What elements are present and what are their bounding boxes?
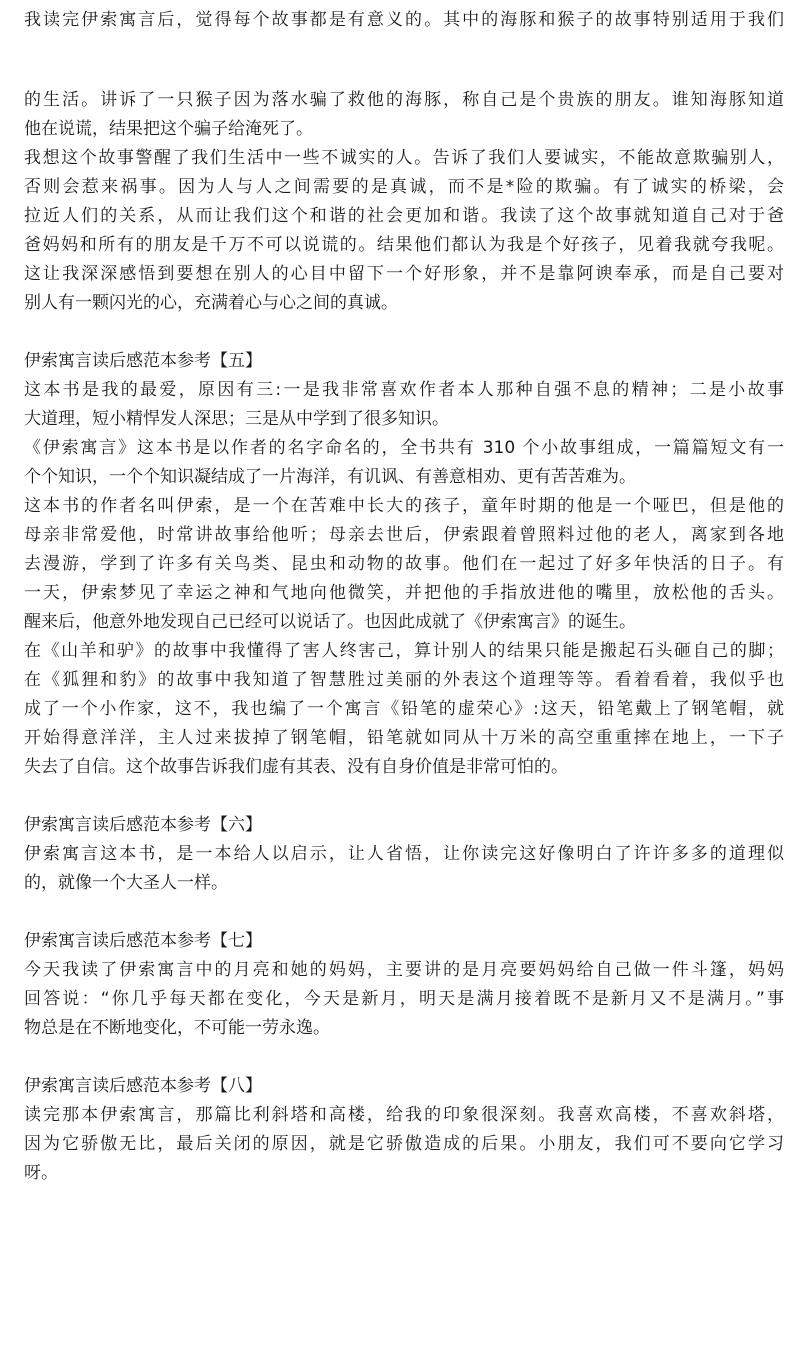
text-line: 今天我读了伊索寓言中的月亮和她的妈妈，主要讲的是月亮要妈妈给自己做一件斗篷，妈妈: [24, 960, 784, 980]
text-line: 去漫游，学到了许多有关鸟类、昆虫和动物的故事。他们在一起过了好多年快活的日子。有: [24, 554, 784, 574]
paragraph: [24, 376, 784, 434]
text-line: 的生活。讲诉了一只猴子因为落水骗了救他的海豚，称自己是个贵族的朋友。谁知海豚知道: [24, 90, 784, 110]
paragraph-spacer: [24, 782, 784, 811]
text-line: 的，就像一个大圣人一样。: [24, 873, 228, 893]
text-line: 在《狐狸和豹》的故事中我知道了智慧胜过美丽的外表这个道理等等。看着看着，我似乎也: [24, 670, 784, 690]
text-line: 伊索寓言这本书，是一本给人以启示，让人省悟，让你读完这好像明白了许许多多的道理似: [24, 844, 784, 864]
text-line: 我想这个故事警醒了我们生活中一些不诚实的人。告诉了我们人要诚实，不能故意欺骗别人，: [24, 148, 784, 168]
paragraph: [24, 434, 784, 492]
paragraph: [24, 6, 784, 35]
text-line: 《伊索寓言》这本书是以作者的名字命名的，全书共有 310 个小故事组成，一篇篇短文有一: [24, 438, 784, 458]
text-line: 爸妈妈和所有的朋友是千万不可以说谎的。结果他们都认为我是个好孩子，见着我就夸我呢。: [24, 235, 784, 255]
text-line: 醒来后，他意外地发现自己已经可以说话了。也因此成就了《伊索寓言》的诞生。: [24, 612, 636, 632]
text-line: 回答说：“你几乎每天都在变化，今天是新月，明天是满月接着既不是新月又不是满月。”事: [24, 989, 784, 1009]
text-line: 母亲非常爱他，时常讲故事给他听；母亲去世后，伊索跟着曾照料过他的老人，离家到各地: [24, 525, 784, 545]
section-heading: [24, 1072, 784, 1101]
paragraph-spacer: [24, 318, 784, 347]
paragraph: [24, 144, 784, 318]
document-body: [24, 6, 784, 1188]
section-heading: [24, 347, 784, 376]
text-line: 这让我深深感悟到要想在别人的心目中留下一个好形象，并不是靠阿谀奉承，而是自己要对: [24, 264, 784, 284]
section-heading: [24, 811, 784, 840]
paragraph: [24, 956, 784, 1043]
paragraph: [24, 1101, 784, 1188]
text-line: 因为它骄傲无比，最后关闭的原因，就是它骄傲造成的后果。小朋友，我们可不要向它学习: [24, 1134, 784, 1154]
text-line: 一天，伊索梦见了幸运之神和气地向他微笑，并把他的手指放进他的嘴里，放松他的舌头。: [24, 583, 784, 603]
text-line: 拉近人们的关系，从而让我们这个和谐的社会更加和谐。我读了这个故事就知道自己对于爸: [24, 206, 784, 226]
text-line: 个个知识，一个个知识凝结成了一片海洋，有讥讽、有善意相劝、更有苦苦难为。: [24, 467, 636, 487]
text-line: 物总是在不断地变化，不可能一劳永逸。: [24, 1018, 330, 1038]
text-line: 他在说谎，结果把这个骗子给淹死了。: [24, 119, 313, 139]
paragraph: [24, 840, 784, 898]
paragraph-spacer: [24, 35, 784, 86]
text-line: 否则会惹来祸事。因为人与人之间需要的是真诚，而不是*险的欺骗。有了诚实的桥梁，会: [24, 177, 784, 197]
paragraph: [24, 86, 784, 144]
text-line: 别人有一颗闪光的心，充满着心与心之间的真诚。: [24, 293, 398, 313]
text-line: 呀。: [24, 1163, 58, 1183]
text-line: 伊索寓言读后感范本参考【七】: [24, 931, 262, 951]
text-line: 伊索寓言读后感范本参考【五】: [24, 351, 262, 371]
section-heading: [24, 927, 784, 956]
paragraph-spacer: [24, 1043, 784, 1072]
text-line: 这本书的作者名叫伊索，是一个在苦难中长大的孩子，童年时期的他是一个哑巴，但是他的: [24, 496, 784, 516]
text-line: 失去了自信。这个故事告诉我们虚有其表、没有自身价值是非常可怕的。: [24, 757, 568, 777]
text-line: 伊索寓言读后感范本参考【八】: [24, 1076, 262, 1096]
text-line: 我读完伊索寓言后，觉得每个故事都是有意义的。其中的海豚和猴子的故事特别适用于我们: [24, 10, 784, 30]
text-line: 伊索寓言读后感范本参考【六】: [24, 815, 262, 835]
text-line: 这本书是我的最爱，原因有三:一是我非常喜欢作者本人那种自强不息的精神；二是小故事: [24, 380, 784, 400]
paragraph: [24, 492, 784, 637]
text-line: 成了一个小作家，这不，我也编了一个寓言《铅笔的虚荣心》:这天，铅笔戴上了钢笔帽，就: [24, 699, 784, 719]
paragraph-spacer: [24, 898, 784, 927]
text-line: 在《山羊和驴》的故事中我懂得了害人终害己，算计别人的结果只能是搬起石头砸自己的脚；: [24, 641, 784, 661]
text-line: 大道理，短小精悍发人深思；三是从中学到了很多知识。: [24, 409, 449, 429]
text-line: 读完那本伊索寓言，那篇比利斜塔和高楼，给我的印象很深刻。我喜欢高楼，不喜欢斜塔，: [24, 1105, 784, 1125]
paragraph: [24, 637, 784, 782]
text-line: 开始得意洋洋，主人过来拔掉了钢笔帽，铅笔就如同从十万米的高空重重摔在地上，一下子: [24, 728, 784, 748]
